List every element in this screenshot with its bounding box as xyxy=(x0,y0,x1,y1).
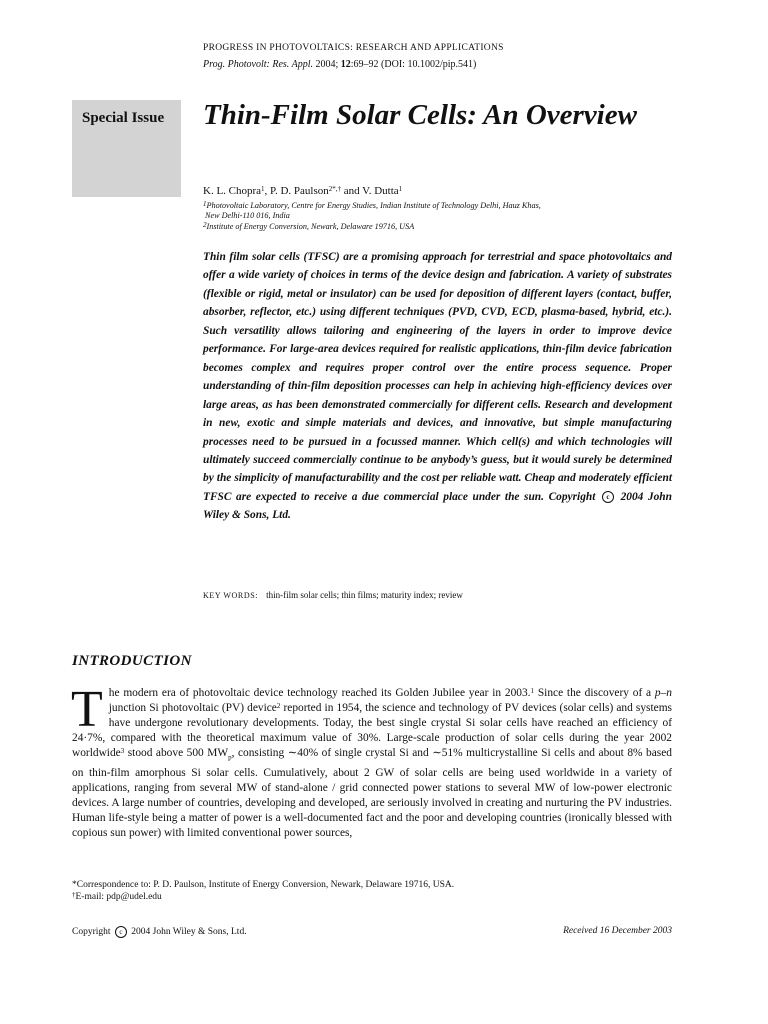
drop-cap: T xyxy=(71,681,103,738)
abstract-text: Thin film solar cells (TFSC) are a promising approach for terrestrial and space photovoltaics and offer a wide variety of choices in terms of the device design and fabrication. A variety of substrates (flexible or rigid, metal or insulator) can be used for deposition of different layers (contact, buffer, absorber, reflector, etc.) using different techniques (PVD, CVD, ECD, plasma-based, hybrid, etc.). Such versatility allows tailoring and engineering of the layers in order to improve device performance. For large-area devices required for realistic applications, thin-film device fabrication becomes complex and requires proper control over the entire process sequence. Proper understanding of thin-film deposition processes can help in achieving high-efficiency devices over large areas, as has been demonstrated commercially for different cells. Research and development in new, exotic and simple materials and devices, and innovative, but simple manufacturing processes need to be pursued in a focussed manner. Which cell(s) and which technologies will ultimately succeed commercially continue to be anybody’s guess, but it would surely be determined by the simplicity of manufacturability and the cost per reliable watt. Cheap and moderately efficient TFSC are expected to receive a due commercial place under the sun. xyxy=(203,251,672,503)
section-heading-introduction: INTRODUCTION xyxy=(72,653,192,669)
copyright-symbol-icon: c xyxy=(602,491,614,503)
affiliation-2-text: Institute of Energy Conversion, Newark, Delaware 19716, USA xyxy=(206,222,415,231)
affiliation-1-line2: New Delhi-110 016, India xyxy=(205,211,290,220)
author-2-affil: 2*,† xyxy=(328,185,341,193)
special-issue-box xyxy=(72,100,181,197)
footer-copyright-suffix: 2004 John Wiley & Sons, Ltd. xyxy=(131,927,247,938)
special-issue-label: Special Issue xyxy=(82,110,165,126)
intro-text-2: Since the discovery of a xyxy=(534,687,655,699)
ref-2: 2 xyxy=(276,702,281,711)
affiliation-1-mark: 1 xyxy=(203,200,207,208)
footnote-email-mark: † xyxy=(72,891,76,899)
paper-title: Thin-Film Solar Cells: An Overview xyxy=(203,99,637,131)
abstract-copyright-suffix: 2004 John Wiley & Sons, Ltd. xyxy=(203,490,672,522)
ref-3: 3 xyxy=(120,747,125,756)
affiliation-2 xyxy=(203,222,673,232)
keywords-text: thin-film solar cells; thin films; maturity index; review xyxy=(266,590,463,600)
citation-volume: 12 xyxy=(340,59,351,70)
intro-text-1: he modern era of photovoltaic device technology reached its Golden Jubilee year in 2003. xyxy=(108,687,531,699)
footer-copyright-prefix: Copyright xyxy=(72,927,111,938)
ref-1: 1 xyxy=(530,687,535,695)
author-3: and V. Dutta xyxy=(340,185,399,197)
footnotes xyxy=(72,879,672,903)
intro-text-4: reported in 1954, the science and technology of PV devices (solar cells) and systems have undergone revolutionary developments. Today, the best single crystal Si solar cells have reached an efficiency of 24·7%, compared with the theoretical maximum value of 30%. Large-scale production of solar cells during the year 2002 worldwide xyxy=(72,702,672,760)
affiliation-1-line1: Photovoltaic Laboratory, Centre for Energy Studies, Indian Institute of Technology Delhi, Hauz Khas, xyxy=(206,201,541,210)
intro-italic-pn: p–n xyxy=(654,687,672,699)
affiliation-2-mark: 2 xyxy=(203,221,207,229)
journal-name: PROGRESS IN PHOTOVOLTAICS: RESEARCH AND APPLICATIONS xyxy=(203,43,504,53)
footer-received: Received 16 December 2003 xyxy=(563,926,672,936)
intro-text-5: stood above 500 MW xyxy=(124,747,229,760)
abstract-copyright-prefix: Copyright xyxy=(548,490,596,503)
author-2: , P. D. Paulson xyxy=(264,185,329,197)
keywords-label: KEY WORDS: xyxy=(203,591,259,600)
footnote-correspondence: *Correspondence to: P. D. Paulson, Institute of Energy Conversion, Newark, Delaware 19716, USA. xyxy=(72,880,455,890)
intro-text-6: , consisting ∼40% of single crystal Si and ∼51% multicrystalline Si cells and about 8% based on thin-film amorphous Si solar cells. Cumulatively, about 2 GW of solar cells are being used worldwide in a variety of applications, ranging from several MW of stand-alone / grid connected power stations to several MW of low-power electronic devices. A large number of countries, developing and developed, are seriously involved in creating and nurturing the PV industries. Human life-style being a matter of power is a well-documented fact and the poor and developing countries (ironically blessed with copious sun power) with limited conventional power sources, xyxy=(72,747,672,840)
keywords xyxy=(203,589,463,602)
abstract xyxy=(203,248,672,525)
citation-year: 2004; xyxy=(315,59,339,70)
author-1-affil: 1 xyxy=(261,185,265,193)
affiliation-1 xyxy=(203,201,673,221)
footnote-email-text: E-mail: pdp@udel.edu xyxy=(75,892,162,902)
footnote-email xyxy=(72,891,672,903)
author-3-affil: 1 xyxy=(398,185,403,193)
author-1: K. L. Chopra xyxy=(203,185,262,197)
intro-text-3: junction Si photovoltaic (PV) device xyxy=(108,702,277,715)
author-list xyxy=(203,184,402,198)
introduction-body xyxy=(71,681,672,841)
citation-journal: Prog. Photovolt: Res. Appl. xyxy=(203,59,313,70)
journal-header xyxy=(203,42,703,72)
footer-copyright-symbol-icon: c xyxy=(115,926,127,938)
citation-pages: :69–92 (DOI: 10.1002/pip.541) xyxy=(350,59,477,70)
footer-copyright xyxy=(72,926,247,938)
journal-citation xyxy=(203,58,703,72)
intro-sub-p: p xyxy=(228,753,232,762)
